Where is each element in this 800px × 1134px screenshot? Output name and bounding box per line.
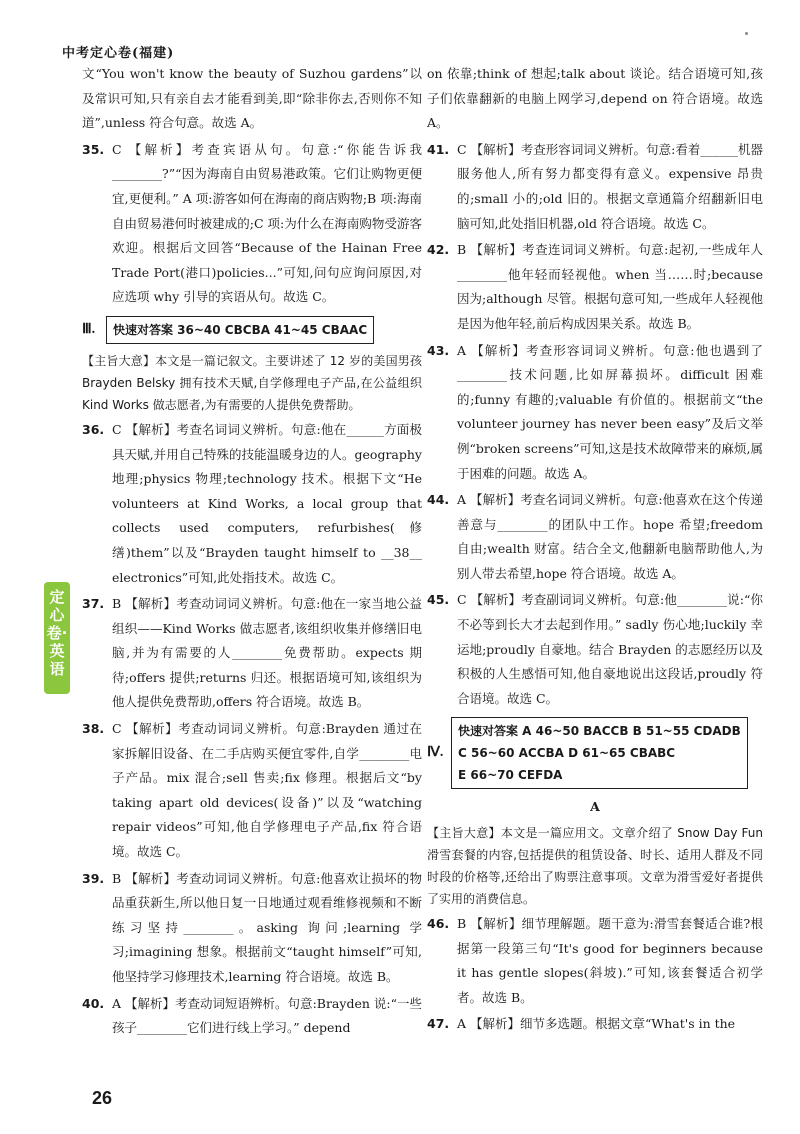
page-header: 中考定心卷(福建) xyxy=(62,46,175,61)
corner-mark xyxy=(745,32,748,35)
section-roman: Ⅳ. xyxy=(427,745,444,761)
question-36 xyxy=(82,418,422,590)
section-roman: Ⅲ. xyxy=(82,321,96,337)
question-text: C 【解析】考查宾语从句。句意:“你能告诉我________?”“因为海南自由贸易港政策。它们让购物更便宜,更便利。” A 项:游客如何在海南的商店购物;B 项:海南自由贸易港何时被建成的;C 项:为什么在海南购物受游客欢迎。根据后文回答“Because of the Hainan Free Trade Port(港口)policies...”可知,问句应询问原因,对应选项 why 引导的宾语从句。故选 C。 xyxy=(112,141,422,305)
intro-paragraph: 文“You won't know the beauty of Suzhou gardens”以及常识可知,只有亲自去才能看到美,即“除非你去,否则你不知道”,unless 符合句意。故选 A。 xyxy=(82,66,422,131)
question-number: 40. xyxy=(82,995,105,1011)
section-4-header xyxy=(427,717,763,789)
answer-key-line: 快速对答案 A 46~50 BACCB B 51~55 CDADB xyxy=(458,724,741,739)
question-number: 39. xyxy=(82,870,105,886)
question-number: 42. xyxy=(427,242,450,258)
main-idea-paragraph: 【主旨大意】本文是一篇记叙文。主要讲述了 12 岁的美国男孩 Brayden Belsky 拥有技术天赋,自学修理电子产品,在公益组织 Kind Works 做志愿者,为有需要的人提供免费帮助。 xyxy=(82,353,422,412)
side-tab-label: 定心卷·英语 xyxy=(44,582,70,694)
question-43 xyxy=(427,339,763,487)
question-text: B 【解析】考查连词词义辨析。句意:起初,一些成年人________他年轻而轻视他。when 当……时;because 因为;although 尽管。根据句意可知,一些成年人轻视他是因为他年轻,前后构成因果关系。故选 B。 xyxy=(457,242,763,331)
question-46 xyxy=(427,912,763,1010)
question-text: C 【解析】考查动词词义辨析。句意:Brayden 通过在家拆解旧设备、在二手店购买便宜零件,自学________电子产品。mix 混合;sell 售卖;fix 修理。根据后文“by taking apart old devices(设备)”以及“watching repair videos”可知,他自学修理电子产品,fix 符合语境。故选 C。 xyxy=(112,721,422,860)
question-35 xyxy=(82,138,422,310)
answer-key-box xyxy=(451,717,748,789)
part-a-heading: A xyxy=(590,799,600,815)
question-41 xyxy=(427,138,763,236)
right-column xyxy=(427,62,763,1037)
answer-key-line: E 66~70 CEFDA xyxy=(458,768,563,783)
main-idea-paragraph: 【主旨大意】本文是一篇应用文。文章介绍了 Snow Day Fun 滑雪套餐的内容,包括提供的租赁设备、时长、适用人群及不同时段的价格等,还给出了购票注意事项。文章为滑雪爱好者提供了实用的消费信息。 xyxy=(427,826,763,907)
question-text: A 【解析】细节多选题。根据文章“What's in the xyxy=(457,1016,736,1032)
question-number: 44. xyxy=(427,492,450,508)
question-number: 38. xyxy=(82,721,105,737)
question-42 xyxy=(427,238,763,336)
question-text: A 【解析】考查形容词词义辨析。句意:他也遇到了________技术问题,比如屏幕损坏。difficult 困难的;funny 有趣的;valuable 有价值的。根据前文“the volunteer journey has never been easy”及后文举例“broken screens”可知,这是技术故障带来的麻烦,属于困难的问题。故选 A。 xyxy=(457,342,763,481)
question-44 xyxy=(427,488,763,586)
question-text: C 【解析】考查副词词义辨析。句意:他________说:“你不必等到长大才去起到作用。” sadly 伤心地;luckily 幸运地;proudly 自豪地。结合 Brayden 的志愿经历以及积极的人生感悟可知,他自豪地说出这段话,proudly 符合语境。故选 C。 xyxy=(457,592,763,706)
question-37 xyxy=(82,592,422,715)
question-text: B 【解析】考查动词词义辨析。句意:他喜欢让损坏的物品重获新生,所以他日复一日地通过观看维修视频和不断练习坚持________。asking 询问;learning 学习;imagining 想象。根据前文“taught himself”可知,他坚持学习修理技术,learning 符合语境。故选 B。 xyxy=(112,870,422,984)
question-text: A 【解析】考查名词词义辨析。句意:他喜欢在这个传递善意与________的团队中工作。hope 希望;freedom 自由;wealth 财富。结合全文,他翻新电脑帮助他人,为别人带去希望,hope 符合语境。故选 A。 xyxy=(457,492,763,581)
question-number: 35. xyxy=(82,141,105,157)
question-number: 41. xyxy=(427,141,450,157)
question-number: 47. xyxy=(427,1016,450,1032)
question-text: B 【解析】细节理解题。题干意为:滑雪套餐适合谁?根据第一段第三句“It's good for beginners because it has gentle slopes(斜坡).”可知,该套餐适合初学者。故选 B。 xyxy=(457,916,763,1005)
left-column xyxy=(82,62,422,1041)
question-40 xyxy=(82,992,422,1041)
question-text: A 【解析】考查动词短语辨析。句意:Brayden 说:“一些孩子________它们进行线上学习。” depend xyxy=(112,995,422,1036)
answer-key-box: 快速对答案 36~40 CBCBA 41~45 CBAAC xyxy=(106,316,374,344)
question-number: 43. xyxy=(427,342,450,358)
page-number: 26 xyxy=(92,1088,113,1108)
question-38 xyxy=(82,717,422,865)
question-47 xyxy=(427,1012,763,1037)
question-text: B 【解析】考查动词词义辨析。句意:他在一家当地公益组织——Kind Works 做志愿者,该组织收集并修缮旧电脑,并为有需要的人________免费帮助。expects 期待;offers 提供;returns 归还。根据语境可知,该组织为他人提供免费帮助,offers 符合语境。故选 B。 xyxy=(112,596,422,710)
question-text: C 【解析】考查形容词词义辨析。句意:看着______机器服务他人,所有努力都变得有意义。expensive 昂贵的;small 小的;old 旧的。根据文章通篇介绍翻新旧电脑可知,此处指旧机器,old 符合语境。故选 C。 xyxy=(457,141,763,231)
question-number: 37. xyxy=(82,596,105,612)
question-number: 45. xyxy=(427,592,450,608)
answer-key-line: C 56~60 ACCBA D 61~65 CBABC xyxy=(458,746,676,761)
question-number: 36. xyxy=(82,421,105,437)
section-3-header xyxy=(82,316,422,344)
continued-paragraph: on 依靠;think of 想起;talk about 谈论。结合语境可知,孩子们依靠翻新的电脑上网学习,depend on 符合语境。故选 A。 xyxy=(427,66,763,131)
question-text: C 【解析】考查名词词义辨析。句意:他在______方面极具天赋,并用自己特殊的技能温暖身边的人。geography 地理;physics 物理;technology 技术。根据下文“He volunteers at Kind Works, a local group that collects used computers, refurbishes(修缮)them”以及“Brayden taught himself to __38__ electronics”可知,此处指技术。故选 C。 xyxy=(112,421,422,585)
question-45 xyxy=(427,588,763,711)
question-number: 46. xyxy=(427,916,450,932)
question-39 xyxy=(82,867,422,990)
